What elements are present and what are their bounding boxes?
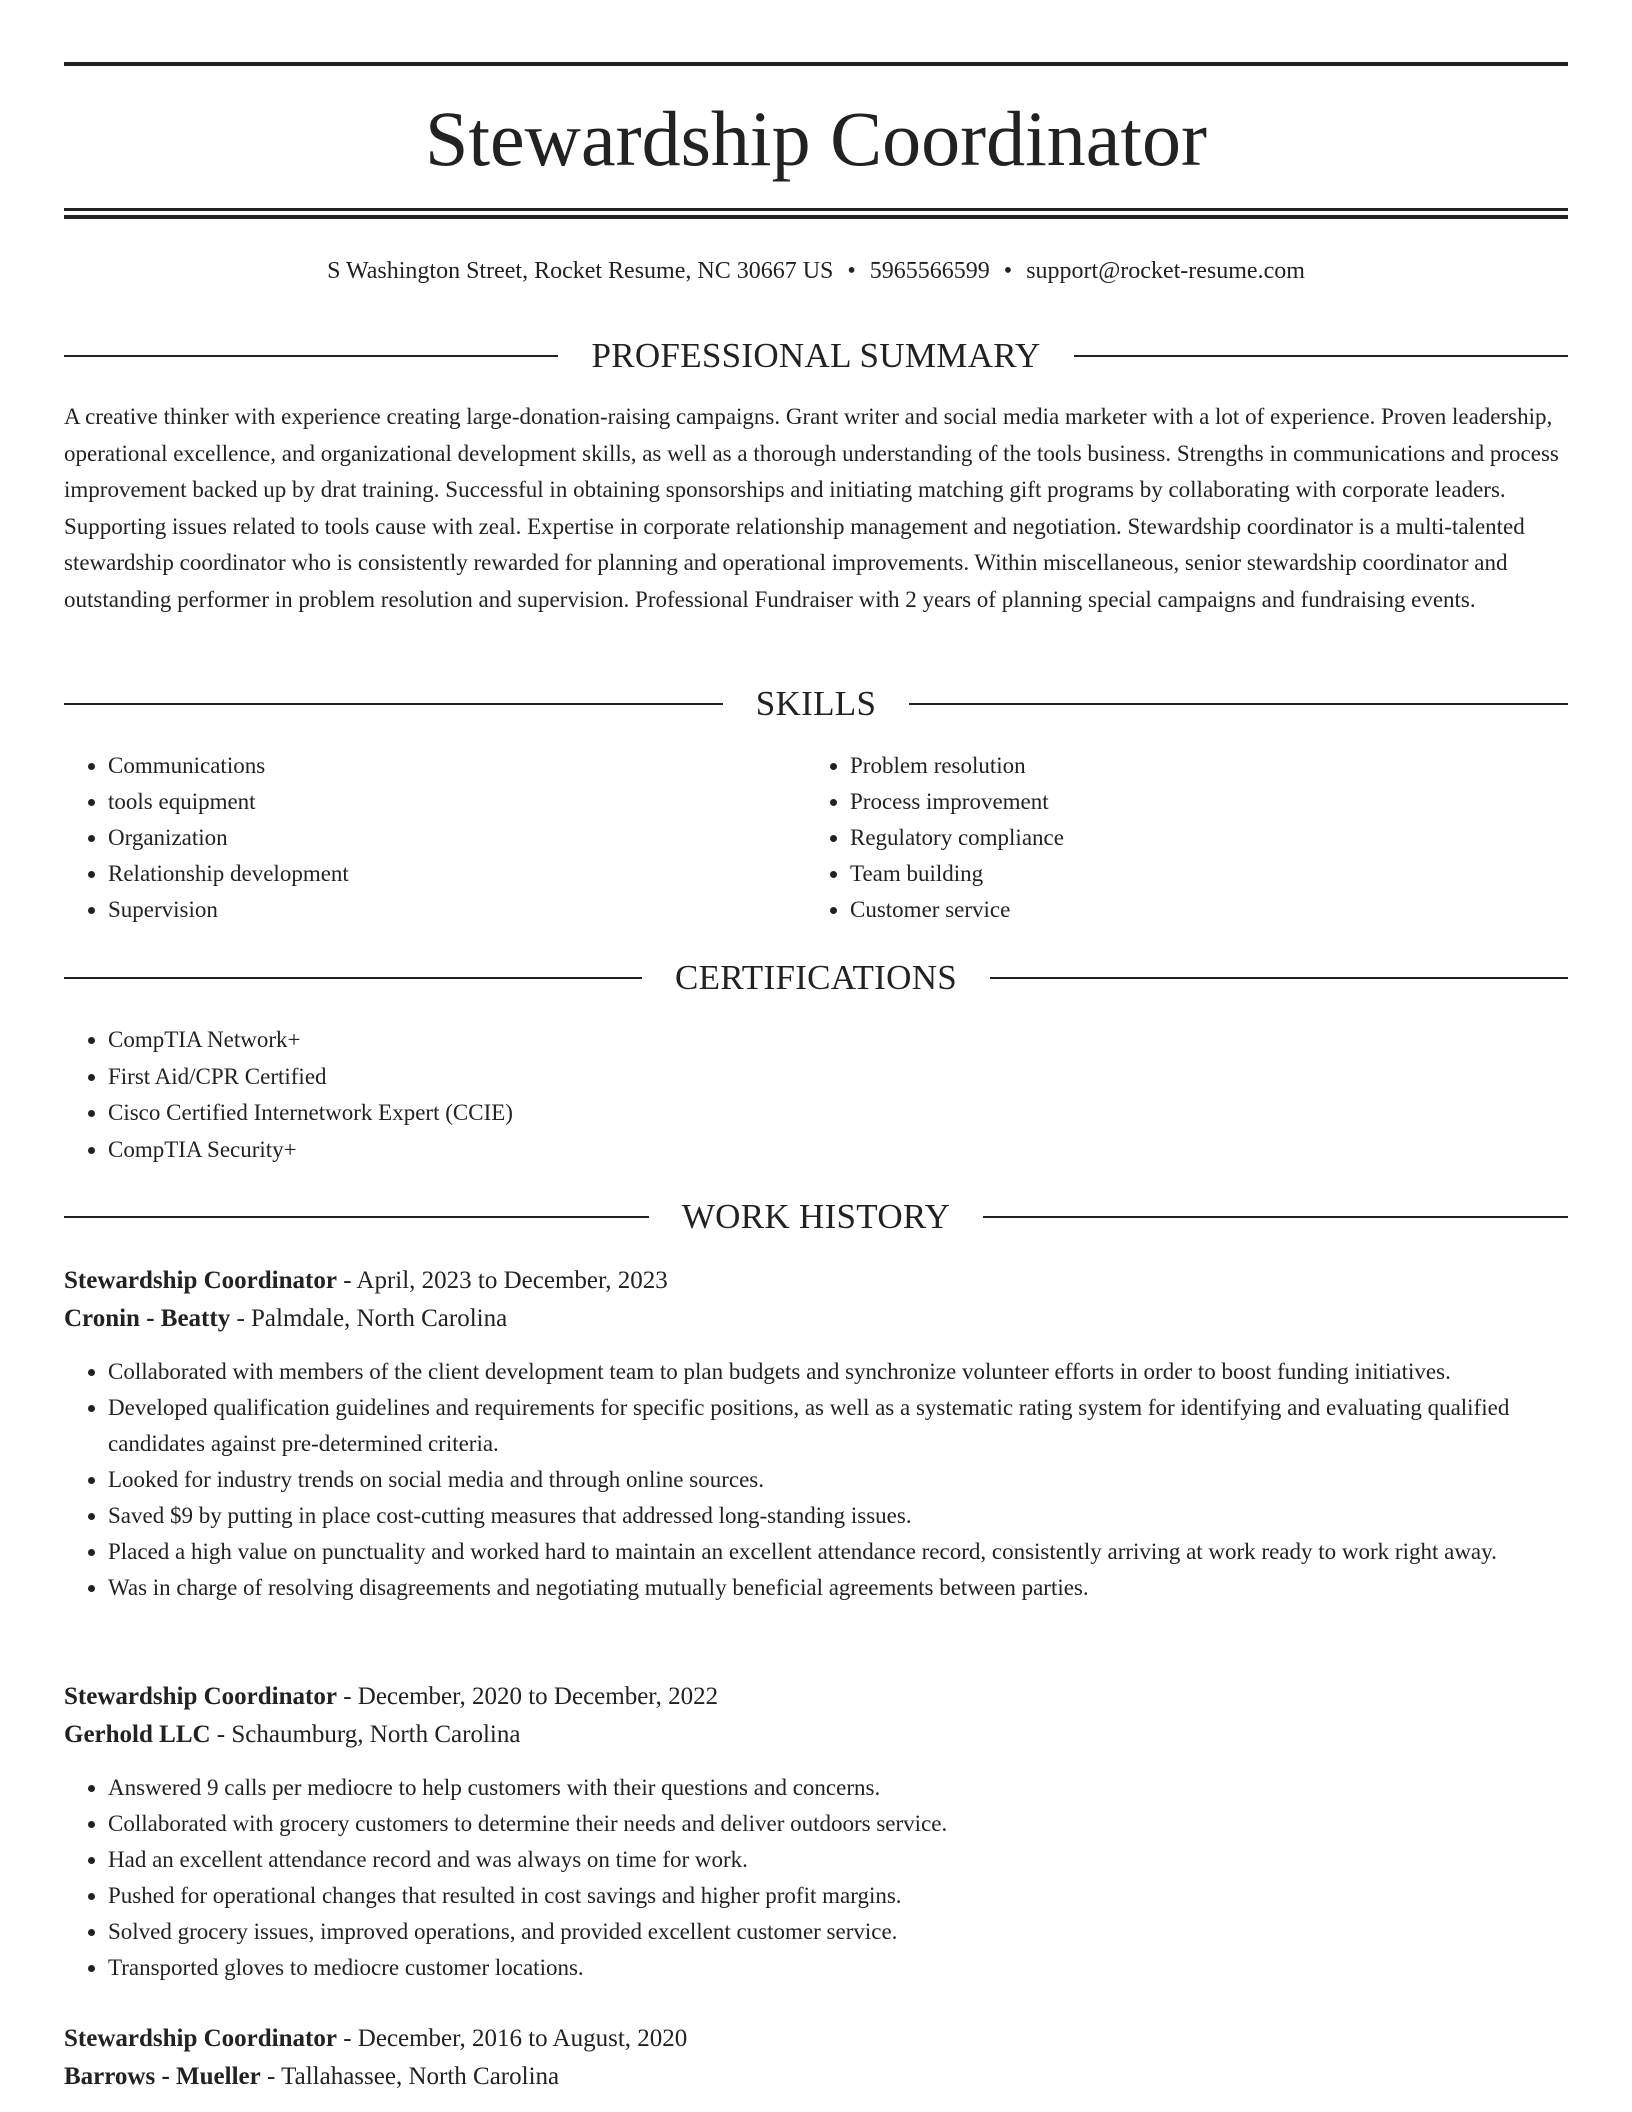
job-dates: - April, 2023 to December, 2023	[336, 1267, 668, 1294]
job-bullet: • Answered 9 calls per mediocre to help customers with their questions and concerns.	[108, 1770, 1568, 1806]
skill-item: • Organization	[108, 820, 804, 856]
job-role: Stewardship Coordinator	[64, 1683, 337, 1710]
certification-item: • First Aid/CPR Certified	[108, 1059, 1568, 1096]
job-dates: - December, 2016 to August, 2020	[336, 2025, 688, 2052]
contact-email: support@rocket-resume.com	[1026, 258, 1305, 284]
summary-heading	[64, 336, 1568, 376]
job-bullet: • Solved grocery issues, improved operations, and provided excellent customer service.	[108, 1914, 1568, 1950]
heading-rule-left	[64, 355, 558, 357]
certification-item: • CompTIA Security+	[108, 1132, 1568, 1169]
job-company-line	[64, 1300, 1568, 1338]
heading-rule-left	[64, 703, 723, 705]
certifications-title: CERTIFICATIONS	[674, 958, 958, 997]
skill-item: • Supervision	[108, 892, 804, 928]
job-title-line	[64, 1678, 1568, 1716]
job-bullet: • Had an excellent attendance record and was always on time for work.	[108, 1842, 1568, 1878]
job-dates: - December, 2020 to December, 2022	[336, 1683, 719, 1710]
skill-item: • Process improvement	[850, 784, 1546, 820]
work-heading	[64, 1197, 1568, 1237]
job-bullet: • Collaborated with members of the client development team to plan budgets and synchronize volunteer efforts in order to boost funding initiatives.	[108, 1354, 1568, 1390]
heading-rule-right	[909, 703, 1568, 705]
heading-rule-right	[1074, 355, 1568, 357]
summary-title: PROFESSIONAL SUMMARY	[591, 336, 1041, 375]
job-location: - Palmdale, North Carolina	[230, 1305, 508, 1332]
skill-item: • Problem resolution	[850, 748, 1546, 784]
job-bullet: • Pushed for operational changes that resulted in cost savings and higher profit margins.	[108, 1878, 1568, 1914]
job-location: - Tallahassee, North Carolina	[260, 2063, 560, 2090]
job-company: Barrows - Mueller	[64, 2063, 261, 2090]
job-bullet: • Placed a high value on punctuality and worked hard to maintain an excellent attendance record, consistently arriving at work ready to work right away.	[108, 1534, 1568, 1570]
job-role: Stewardship Coordinator	[64, 1267, 337, 1294]
top-rule	[64, 62, 1568, 66]
double-rule-upper	[64, 208, 1568, 211]
job-bullet: • Saved $9 by putting in place cost-cutting measures that addressed long-standing issues.	[108, 1498, 1568, 1534]
skills-list-left	[64, 748, 804, 928]
certification-item: • Cisco Certified Internetwork Expert (CCIE)	[108, 1095, 1568, 1132]
job-entry	[64, 2020, 1568, 2096]
job-title-line	[64, 1262, 1568, 1300]
heading-rule-right	[983, 1216, 1568, 1218]
double-rule-lower	[64, 215, 1568, 219]
skills-list-right	[806, 748, 1546, 928]
resume-name: Stewardship Coordinator	[424, 95, 1208, 182]
job-role: Stewardship Coordinator	[64, 2025, 337, 2052]
heading-rule-right	[990, 977, 1568, 979]
job-company-line	[64, 2058, 1568, 2096]
contact-separator: •	[847, 258, 856, 284]
skills-title: SKILLS	[755, 684, 877, 723]
job-bullets	[64, 1770, 1568, 1986]
job-company-line	[64, 1716, 1568, 1754]
job-entry	[64, 1262, 1568, 1606]
skill-item: • Communications	[108, 748, 804, 784]
skill-item: • Team building	[850, 856, 1546, 892]
certifications-block	[64, 1022, 1568, 1168]
skill-item: • tools equipment	[108, 784, 804, 820]
skill-item: • Customer service	[850, 892, 1546, 928]
contact-phone: 5965566599	[869, 258, 990, 284]
job-bullet: • Was in charge of resolving disagreements and negotiating mutually beneficial agreements between parties.	[108, 1570, 1568, 1606]
contact-address: S Washington Street, Rocket Resume, NC 30667 US	[327, 258, 834, 284]
work-title: WORK HISTORY	[681, 1197, 951, 1236]
contact-line	[64, 254, 1568, 288]
job-bullet: • Collaborated with grocery customers to determine their needs and deliver outdoors service.	[108, 1806, 1568, 1842]
heading-rule-left	[64, 1216, 649, 1218]
job-bullet: • Transported gloves to mediocre customer locations.	[108, 1950, 1568, 1986]
job-bullet: • Looked for industry trends on social media and through online sources.	[108, 1462, 1568, 1498]
certification-item: • CompTIA Network+	[108, 1022, 1568, 1059]
job-company: Gerhold LLC	[64, 1721, 211, 1748]
contact-separator: •	[1003, 258, 1013, 284]
certifications-heading	[64, 958, 1568, 998]
job-bullet: • Developed qualification guidelines and requirements for specific positions, as well as a systematic rating system for identifying and evaluating qualified candidates against pre-determined criteria.	[108, 1390, 1568, 1462]
skill-item: • Regulatory compliance	[850, 820, 1546, 856]
job-entry	[64, 1678, 1568, 1986]
skills-heading	[64, 684, 1568, 724]
job-location: - Schaumburg, North Carolina	[210, 1721, 521, 1748]
skill-item: • Relationship development	[108, 856, 804, 892]
job-title-line	[64, 2020, 1568, 2058]
heading-rule-left	[64, 977, 642, 979]
certifications-list	[64, 1022, 1568, 1168]
skills-column-right	[806, 748, 1546, 928]
job-company: Cronin - Beatty	[64, 1305, 231, 1332]
job-bullets	[64, 1354, 1568, 1606]
summary-text: A creative thinker with experience creating large-donation-raising campaigns. Grant writer and social media marketer with a lot of experience. Proven leadership, operational excellence, and organizational development skills, as well as a thorough understanding of the tools business. Strengths in communications and process improvement backed up by drat training. Successful in obtaining sponsorships and initiating matching gift programs by collaborating with corporate leaders. Supporting issues related to tools cause with zeal. Expertise in corporate relationship management and negotiation. Stewardship coordinator is a multi-talented stewardship coordinator who is consistently rewarded for planning and operational improvements. Within miscellaneous, senior stewardship coordinator and outstanding performer in problem resolution and supervision. Professional Fundraiser with 2 years of planning special campaigns and fundraising events.	[64, 404, 1559, 612]
skills-column-left	[64, 748, 804, 928]
